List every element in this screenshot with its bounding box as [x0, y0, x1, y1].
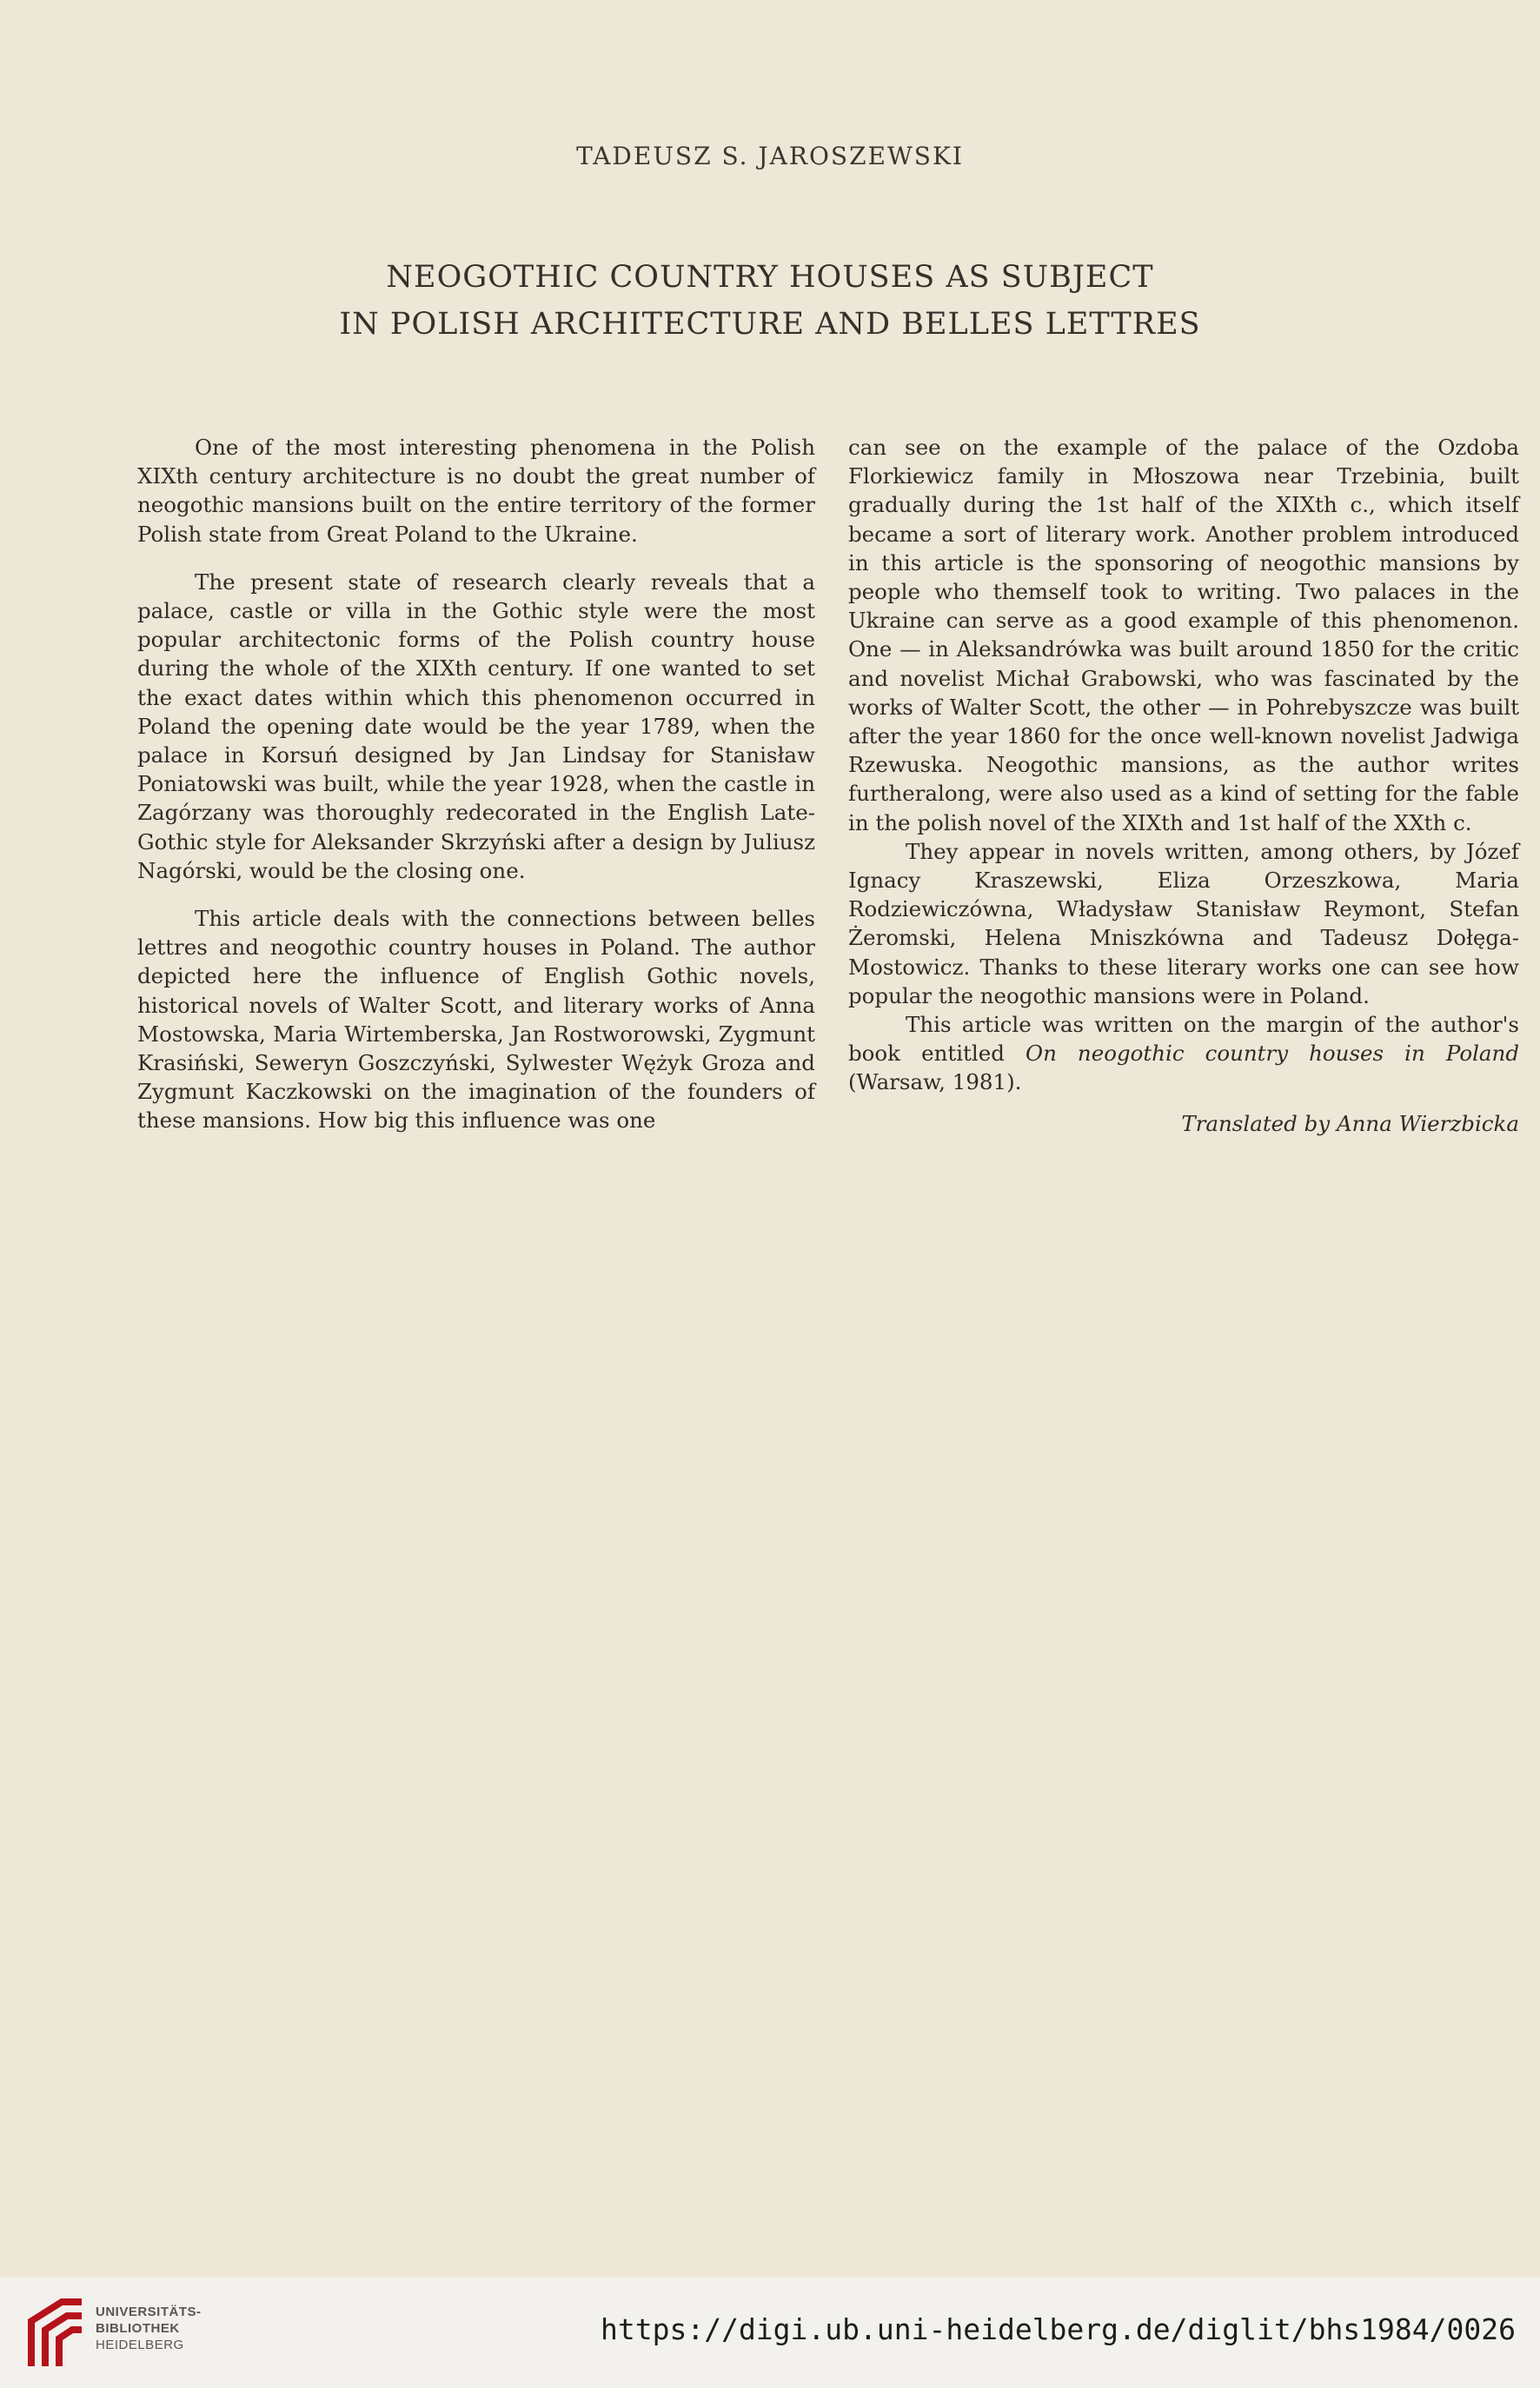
- right-column: [848, 433, 1519, 1138]
- right-paragraph-1: can see on the example of the palace of the Ozdoba Florkiewicz family in Młoszowa near Trzebinia, built gradually during the 1st half of the XIXth c., which itself became a sort of literary work. Another problem introduced in this article is the sponsoring of neogothic mansions by people who themself took to writing. Two palaces in the Ukraine can serve as a good example of this phenomenon. One — in Aleksandrówka was built around 1850 for the critic and novelist Michał Grabowski, who was fascinated by the works of Walter Scott, the other — in Pohrebyszcze was built after the year 1860 for the once well-known novelist Jadwiga Rzewuska. Neogothic mansions, as the author writes furtheralong, were also used as a kind of setting for the fable in the polish novel of the XIXth and 1st half of the XXth c.: [848, 435, 1519, 835]
- library-logo-icon: [21, 2293, 89, 2371]
- left-column: [137, 433, 815, 1154]
- book-title: On neogothic country houses in Poland: [1026, 1041, 1519, 1067]
- permalink-url[interactable]: https://digi.ub.uni-heidelberg.de/diglit/bhs1984/0026: [601, 2312, 1516, 2346]
- title-line-2: IN POLISH ARCHITECTURE AND BELLES LETTRES: [339, 307, 1201, 342]
- left-paragraph-1: One of the most interesting phenomena in the Polish XIXth century architecture is no doubt the great number of neogothic mansions built on the entire territory of the former Polish state from Great Poland to the Ukraine.: [137, 435, 815, 547]
- title-line-1: NEOGOTHIC COUNTRY HOUSES AS SUBJECT: [386, 260, 1154, 295]
- left-paragraph-3: This article deals with the connections between belles lettres and neogothic country houses in Poland. The author depicted here the influence of English Gothic novels, historical novels of Walter Scott, and literary works of Anna Mostowska, Maria Wirtemberska, Jan Rostworowski, Zygmunt Krasiński, Seweryn Goszczyński, Sylwester Wężyk Groza and Zygmunt Kaczkowski on the imagination of the founders of these mansions. How big this influence was one: [137, 906, 815, 1134]
- logo-line-3: HEIDELBERG: [96, 2338, 184, 2352]
- article-title: [0, 254, 1540, 348]
- footer-bar: [0, 2278, 1540, 2388]
- book-reference-prefix: This article was written on the margin of the author's book entitled: [848, 1012, 1519, 1067]
- right-paragraph-2: They appear in novels written, among others, by Józef Ignacy Kraszewski, Eliza Orzeszkowa, Maria Rodziewiczówna, Władysław Stanisław Reymont, Stefan Żeromski, Helena Mniszkówna and Tadeusz Dołęga-Mostowicz. Thanks to these literary works one can see how popular the neogothic mansions were in Poland.: [848, 838, 1519, 1008]
- library-logo-text: [96, 2304, 202, 2353]
- logo-line-1: UNIVERSITÄTS-: [96, 2305, 202, 2319]
- left-paragraph-2: The present state of research clearly reveals that a palace, castle or villa in the Gothic style were the most popular architectonic forms of the Polish country house during the whole of the XIXth century. If one wanted to set the exact dates within which this phenomenon occurred in Poland the opening date would be the year 1789, when the palace in Korsuń designed by Jan Lindsay for Stanisław Poniatowski was built, while the year 1928, when the castle in Zagórzany was thoroughly redecorated in the English Late-Gothic style for Aleksander Skrzyński after a design by Juliusz Nagórski, would be the closing one.: [137, 569, 815, 883]
- logo-line-2: BIBLIOTHEK: [96, 2321, 180, 2336]
- article-author: TADEUSZ S. JAROSZEWSKI: [576, 142, 964, 170]
- right-paragraph-3: [848, 1010, 1519, 1097]
- translator-credit: Translated by Anna Wierzbicka: [1181, 1110, 1519, 1136]
- book-reference-suffix: (Warsaw, 1981).: [848, 1069, 1022, 1095]
